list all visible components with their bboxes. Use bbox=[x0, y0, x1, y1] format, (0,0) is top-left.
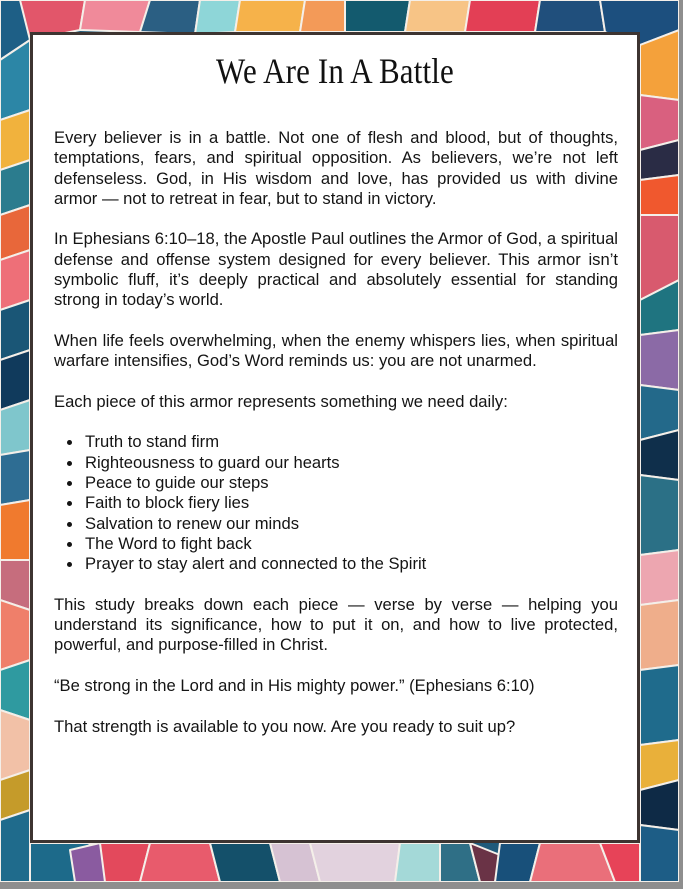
list-item: The Word to fight back bbox=[54, 534, 618, 554]
bullet-icon bbox=[67, 522, 72, 527]
bullet-icon bbox=[67, 501, 72, 506]
list-item: Faith to block fiery lies bbox=[54, 493, 618, 513]
armor-list bbox=[54, 432, 618, 574]
armor-intro-paragraph: Each piece of this armor represents something we need daily: bbox=[54, 391, 508, 411]
document-title: We Are In A Battle bbox=[216, 51, 454, 91]
bullet-icon bbox=[67, 461, 72, 466]
list-item: Salvation to renew our minds bbox=[54, 514, 618, 534]
list-item: Truth to stand firm bbox=[54, 432, 618, 452]
list-item: Righteousness to guard our hearts bbox=[54, 453, 618, 473]
scripture-quote: “Be strong in the Lord and in His mighty power.” (Ephesians 6:10) bbox=[54, 676, 535, 696]
bullet-icon bbox=[67, 542, 72, 547]
list-item: Peace to guide our steps bbox=[54, 473, 618, 493]
bullet-icon bbox=[67, 562, 72, 567]
bullet-icon bbox=[67, 481, 72, 486]
intro-paragraph: Every believer is in a battle. Not one of flesh and blood, but of thoughts, temptations, fears, and spiritual opposition. As believers, we’re not left defenseless. God, in His wisdom and love, has provided us with divine armor — not to retreat in fear, but to stand in victory. bbox=[54, 128, 618, 208]
overwhelming-paragraph: When life feels overwhelming, when the enemy whispers lies, when spiritual warfare intensifies, God’s Word reminds us: you are not unarmed. bbox=[54, 330, 618, 371]
ephesians-paragraph: In Ephesians 6:10–18, the Apostle Paul outlines the Armor of God, a spiritual defense and offense system designed for every believer. This armor isn’t symbolic fluff, it’s deeply practical and absolutely essential for standing strong in today’s world. bbox=[54, 229, 618, 310]
list-item: Prayer to stay alert and connected to the Spirit bbox=[54, 554, 618, 574]
study-paragraph: This study breaks down each piece — verse by verse — helping you understand its significance, how to put it on, and how to live protected, powerful, and purpose-filled in Christ. bbox=[54, 594, 618, 655]
document-card bbox=[30, 32, 640, 843]
closing-question: That strength is available to you now. Are you ready to suit up? bbox=[54, 716, 516, 736]
document-body bbox=[54, 128, 618, 757]
bullet-icon bbox=[67, 440, 72, 445]
